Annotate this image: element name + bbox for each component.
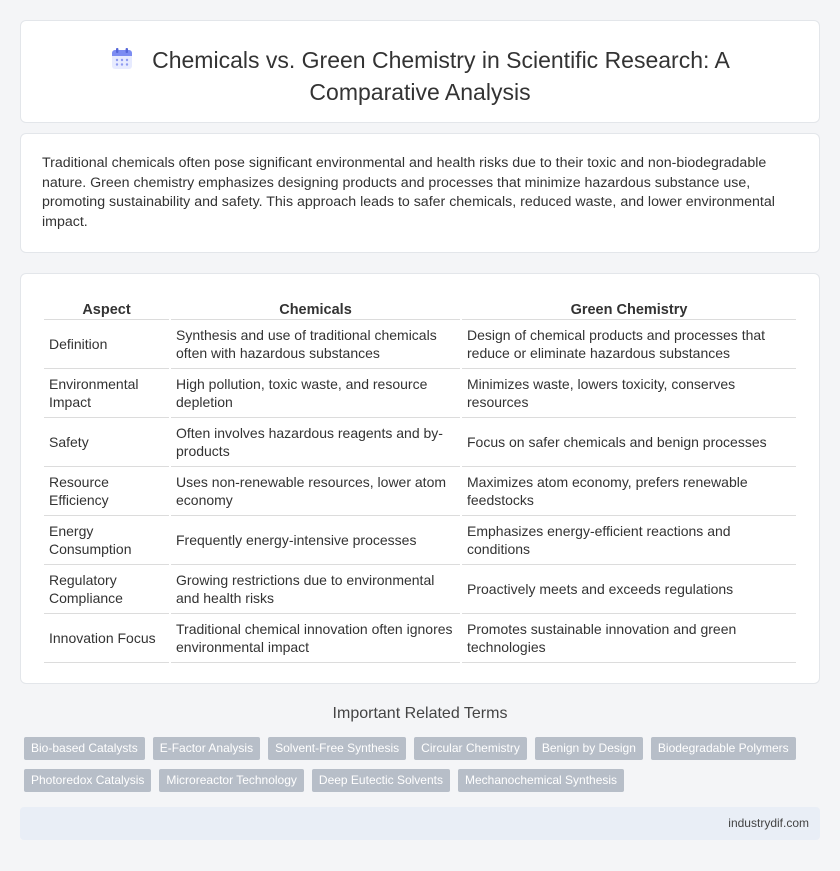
header-card <box>20 20 820 123</box>
table-row <box>44 369 796 418</box>
related-term-tag[interactable]: Biodegradable Polymers <box>651 737 796 760</box>
table-header-row <box>44 298 796 320</box>
aspect-cell: Regulatory Compliance <box>44 565 169 614</box>
comparison-table-card <box>20 273 820 684</box>
green-chemistry-cell: Emphasizes energy-efficient reactions and conditions <box>462 516 796 565</box>
related-term-tag[interactable]: Mechanochemical Synthesis <box>458 769 624 792</box>
related-term-tag[interactable]: Photoredox Catalysis <box>24 769 151 792</box>
column-header-aspect: Aspect <box>44 298 169 320</box>
column-header-chemicals: Chemicals <box>171 298 460 320</box>
green-chemistry-cell: Focus on safer chemicals and benign processes <box>462 418 796 467</box>
related-term-tag[interactable]: E-Factor Analysis <box>153 737 260 760</box>
related-terms-heading: Important Related Terms <box>332 705 508 722</box>
chemicals-cell: Traditional chemical innovation often ignores environmental impact <box>171 614 460 663</box>
table-row <box>44 516 796 565</box>
footer-site-link[interactable]: industrydif.com <box>728 816 809 830</box>
chemicals-cell: High pollution, toxic waste, and resource depletion <box>171 369 460 418</box>
related-term-tag[interactable]: Microreactor Technology <box>159 769 304 792</box>
table-row <box>44 467 796 516</box>
table-row <box>44 614 796 663</box>
green-chemistry-cell: Maximizes atom economy, prefers renewable feedstocks <box>462 467 796 516</box>
table-row <box>44 565 796 614</box>
comparison-table <box>42 298 798 663</box>
chemicals-cell: Growing restrictions due to environmental and health risks <box>171 565 460 614</box>
aspect-cell: Environmental Impact <box>44 369 169 418</box>
green-chemistry-cell: Design of chemical products and processes that reduce or eliminate hazardous substances <box>462 320 796 369</box>
column-header-green-chemistry: Green Chemistry <box>462 298 796 320</box>
green-chemistry-cell: Proactively meets and exceeds regulations <box>462 565 796 614</box>
green-chemistry-cell: Minimizes waste, lowers toxicity, conserves resources <box>462 369 796 418</box>
table-row <box>44 320 796 369</box>
page-title: Chemicals vs. Green Chemistry in Scientific Research: A Comparative Analysis <box>152 47 730 105</box>
related-term-tag[interactable]: Bio-based Catalysts <box>24 737 145 760</box>
green-chemistry-cell: Promotes sustainable innovation and green technologies <box>462 614 796 663</box>
related-term-tag[interactable]: Benign by Design <box>535 737 643 760</box>
aspect-cell: Resource Efficiency <box>44 467 169 516</box>
page-title-wrap <box>21 46 819 107</box>
related-term-tag[interactable]: Deep Eutectic Solvents <box>312 769 450 792</box>
related-terms-tags <box>24 737 804 792</box>
related-term-tag[interactable]: Circular Chemistry <box>414 737 527 760</box>
aspect-cell: Safety <box>44 418 169 467</box>
chemicals-cell: Synthesis and use of traditional chemicals often with hazardous substances <box>171 320 460 369</box>
footer <box>20 807 820 840</box>
related-term-tag[interactable]: Solvent-Free Synthesis <box>268 737 406 760</box>
chemicals-cell: Frequently energy-intensive processes <box>171 516 460 565</box>
intro-card <box>20 133 820 253</box>
chemicals-cell: Often involves hazardous reagents and by-products <box>171 418 460 467</box>
intro-paragraph: Traditional chemicals often pose significant environmental and health risks due to their toxic and non-biodegradable nature. Green chemistry emphasizes designing products and processes that minimize hazardous substance use, promoting sustainability and safety. This approach leads to safer chemicals, reduced waste, and lower environmental impact. <box>42 155 775 230</box>
table-row <box>44 418 796 467</box>
aspect-cell: Definition <box>44 320 169 369</box>
chemicals-cell: Uses non-renewable resources, lower atom economy <box>171 467 460 516</box>
aspect-cell: Innovation Focus <box>44 614 169 663</box>
calendar-icon <box>110 47 134 78</box>
aspect-cell: Energy Consumption <box>44 516 169 565</box>
